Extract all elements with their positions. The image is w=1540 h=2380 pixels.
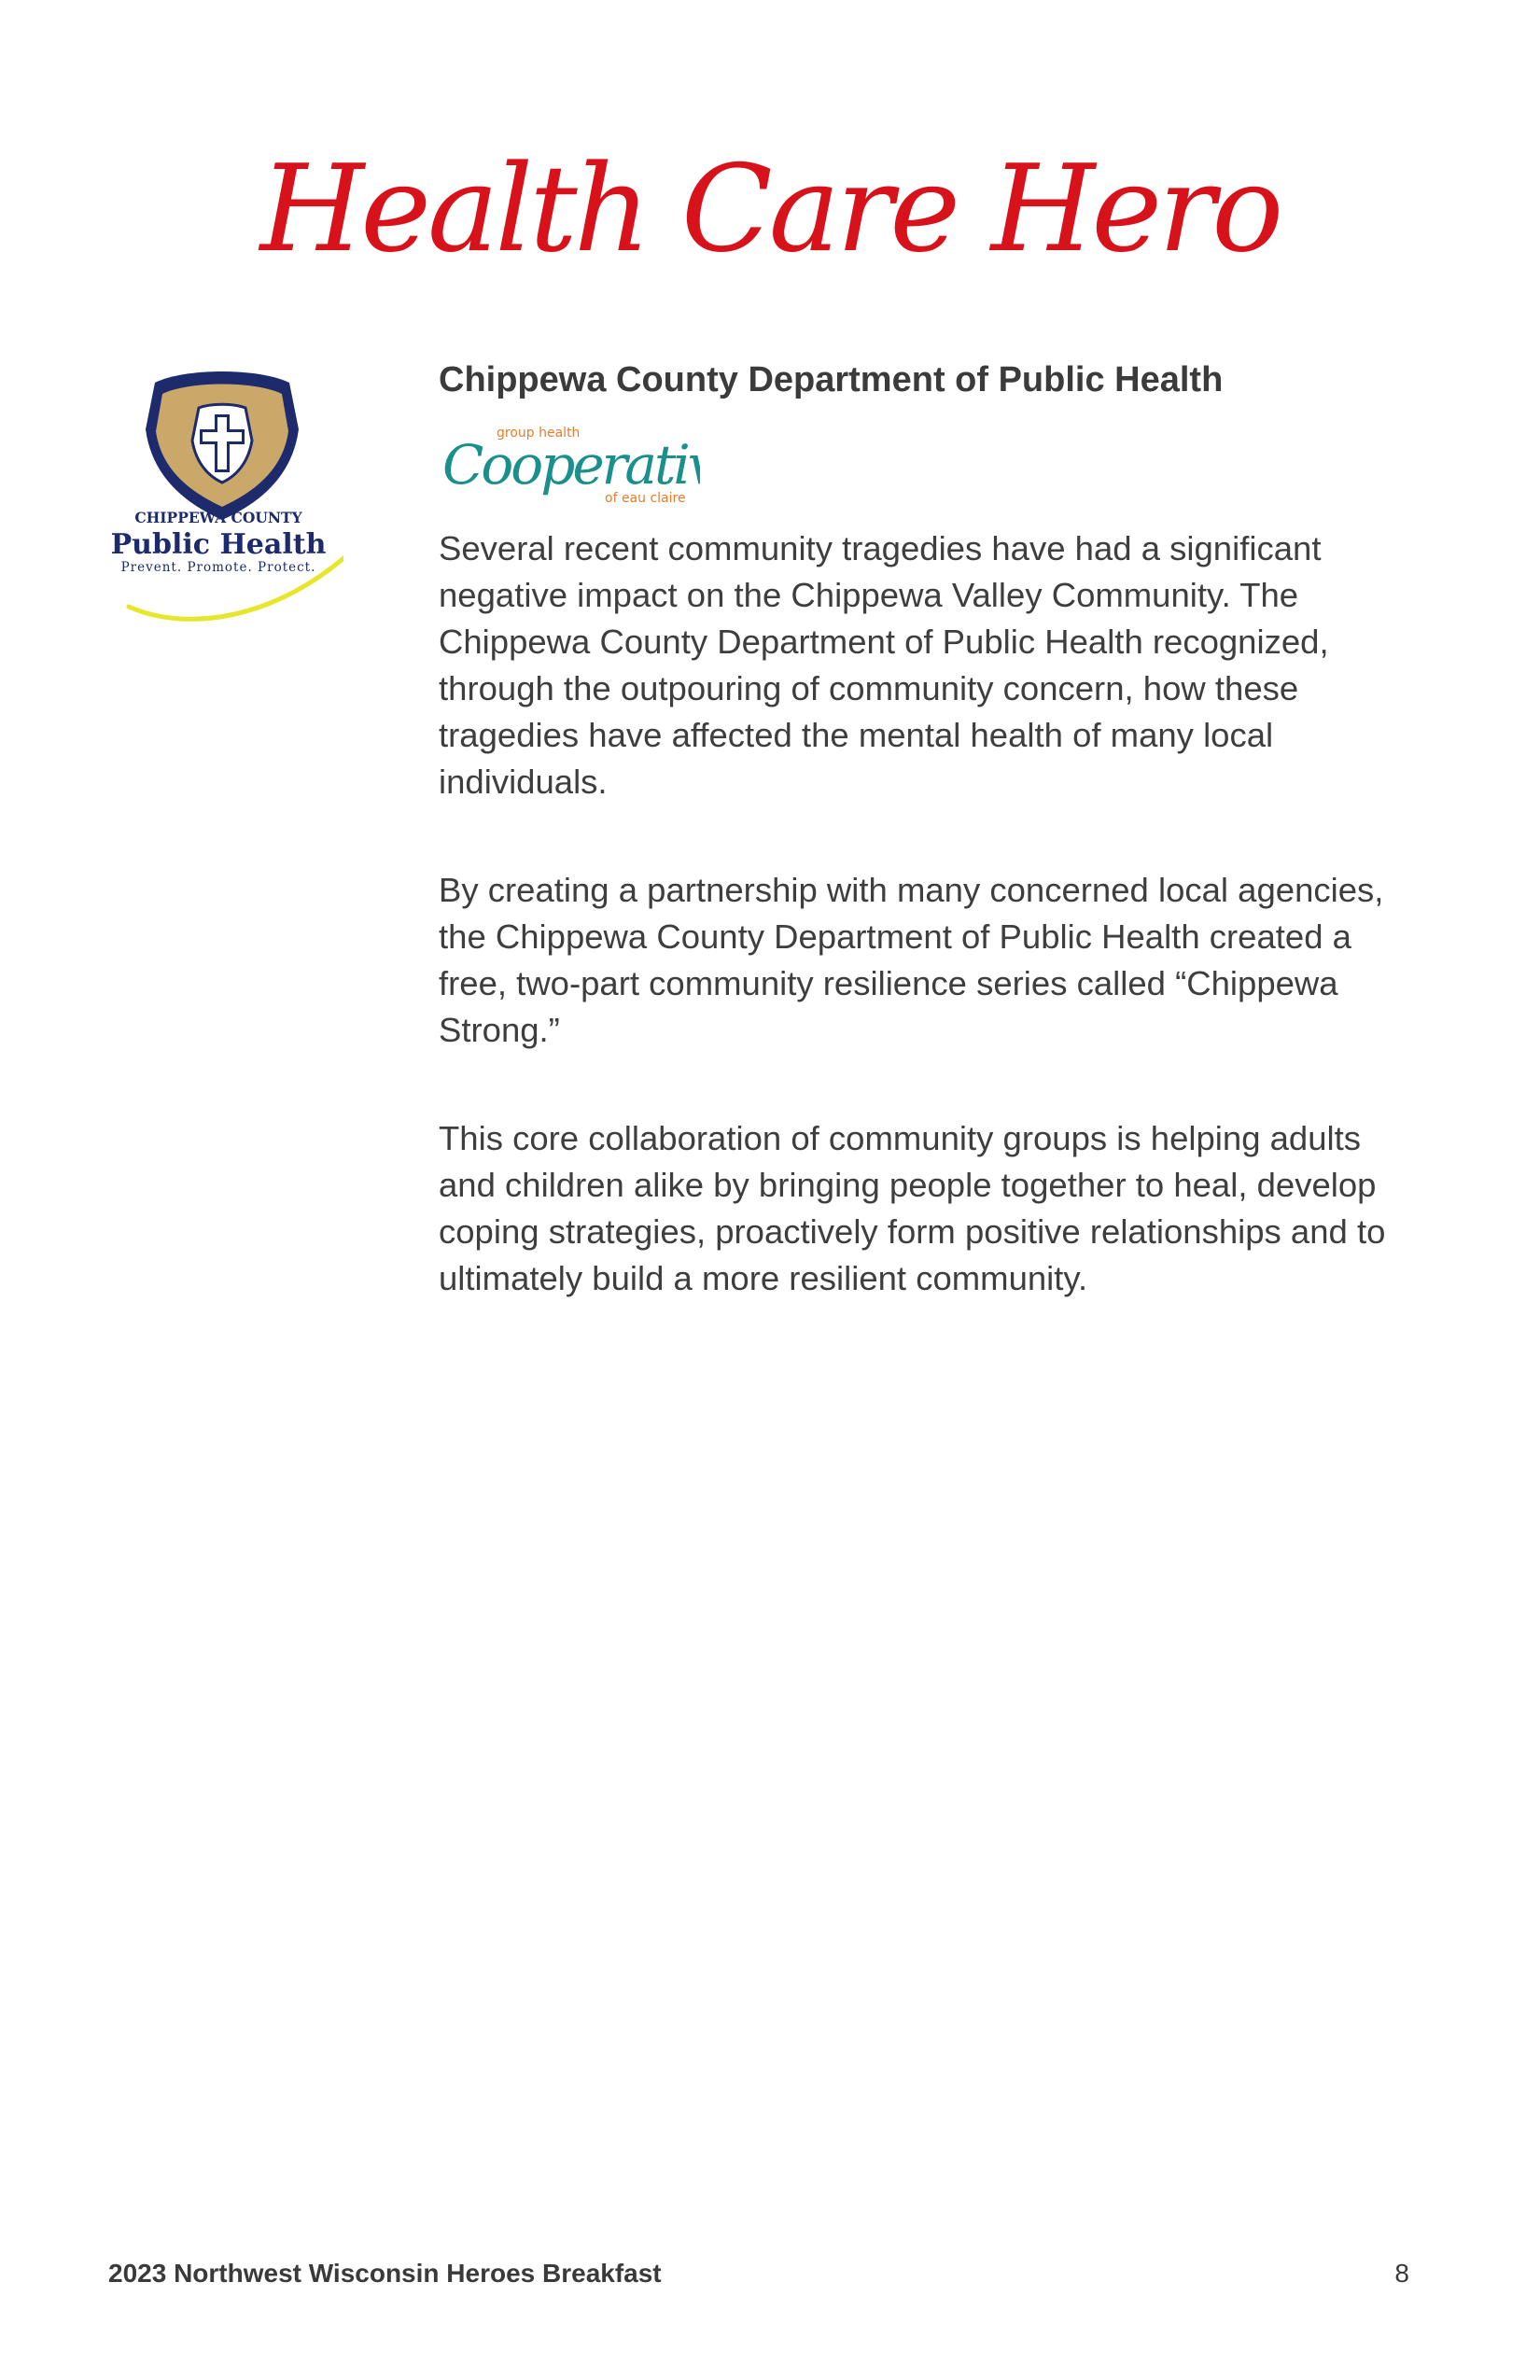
group-health-cooperative-logo [439,411,700,513]
footer-event-name: 2023 Northwest Wisconsin Heroes Breakfast [108,2259,662,2288]
organization-heading: Chippewa County Department of Public Health [439,360,1224,399]
footer-page-number: 8 [1394,2259,1409,2288]
chippewa-county-public-health-logo [101,366,343,646]
cooperative-logo-icon [439,411,700,513]
paragraph-1: Several recent community tragedies have had a significant negative impact on the Chippewa Valley Community. The Chippewa County Department of Public Health recognized, through the outpouring of community concern, how these tragedies have affected the mental health of many local individuals. [439,529,1329,801]
logo-public-health-text: Public Health [110,528,327,561]
coop-main-text: Cooperati [442,433,688,497]
shield-cross-icon [101,366,343,646]
coop-top-text: group health [497,426,581,441]
paragraph-2: By creating a partnership with many concerned local agencies, the Chippewa County Department of Public Health created a free, two-part community resilience series called “Chippewa Strong.” [439,871,1384,1049]
logo-tagline-text: Prevent. Promote. Protect. [120,560,316,575]
paragraph-3: This core collaboration of community groups is helping adults and children alike by bringing people together to heal, develop coping strategies, proactively form positive relationships and to ultimately build a more resilient community. [439,1119,1386,1297]
logo-county-text: CHIPPEWA COUNTY [134,509,302,526]
coop-bottom-text: of eau claire [605,491,686,506]
body-text [439,525,1400,1364]
page-title: Health Care Hero [259,140,1281,279]
